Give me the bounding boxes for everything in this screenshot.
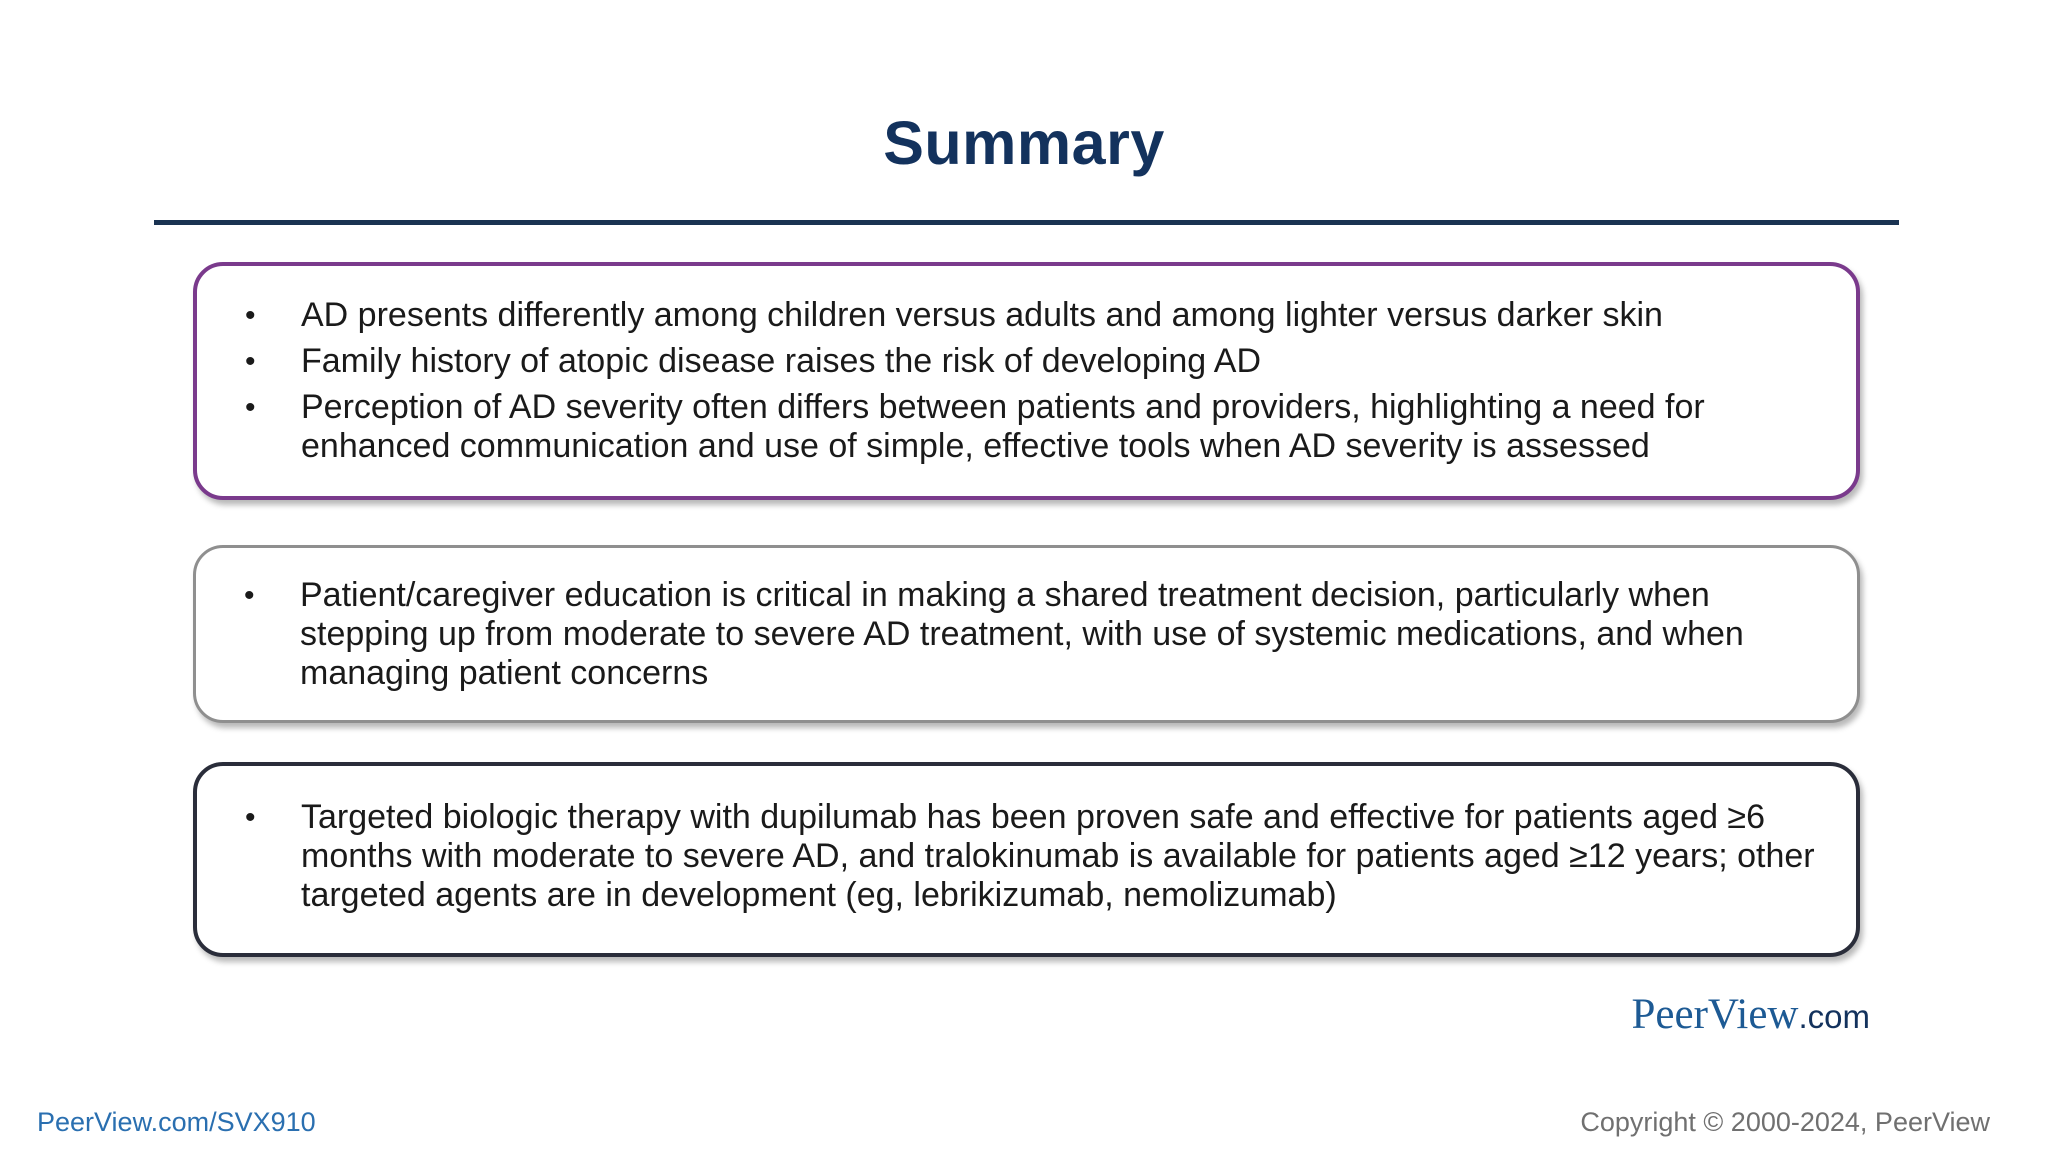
bullet-dot-icon: • [245, 345, 256, 378]
title-divider [154, 220, 1899, 225]
bullet-text: Perception of AD severity often differs between patients and providers, highlighting a need for enhanced communication and use of simple, effective tools when AD severity is assessed [301, 388, 1705, 465]
bullet-item [197, 342, 1856, 381]
bullet-dot-icon: • [245, 801, 256, 834]
summary-box-2 [193, 545, 1860, 723]
footer-copyright: Copyright © 2000-2024, PeerView [1580, 1107, 1990, 1137]
bullet-dot-icon: • [244, 579, 255, 612]
bullet-text: AD presents differently among children versus adults and among lighter versus darker skin [301, 296, 1663, 334]
summary-box-1 [193, 262, 1860, 500]
summary-box-3 [193, 762, 1860, 957]
bullet-item [197, 388, 1856, 466]
bullet-dot-icon: • [245, 299, 256, 332]
bullet-item [197, 798, 1856, 915]
bullet-text: Family history of atopic disease raises the risk of developing AD [301, 342, 1262, 380]
slide-title: Summary [883, 109, 1165, 177]
logo-wordmark: PeerView [1631, 991, 1799, 1038]
footer-link[interactable]: PeerView.com/SVX910 [37, 1107, 316, 1137]
logo-suffix: .com [1798, 998, 1870, 1035]
bullet-item [196, 576, 1857, 693]
bullet-list [196, 576, 1857, 700]
bullet-list [197, 296, 1856, 473]
bullet-list [197, 798, 1856, 922]
bullet-item [197, 296, 1856, 335]
bullet-text: Targeted biologic therapy with dupilumab has been proven safe and effective for patients aged ≥6 months with moderate to severe AD, and tralokinumab is available for patients aged ≥12 years; other targeted agents are in development (eg, lebrikizumab, nemolizumab) [301, 798, 1815, 914]
bullet-text: Patient/caregiver education is critical in making a shared treatment decision, particularly when stepping up from moderate to severe AD treatment, with use of systemic medications, and when managing patient concerns [300, 576, 1744, 692]
peerview-logo [1632, 990, 1870, 1039]
bullet-dot-icon: • [245, 391, 256, 424]
